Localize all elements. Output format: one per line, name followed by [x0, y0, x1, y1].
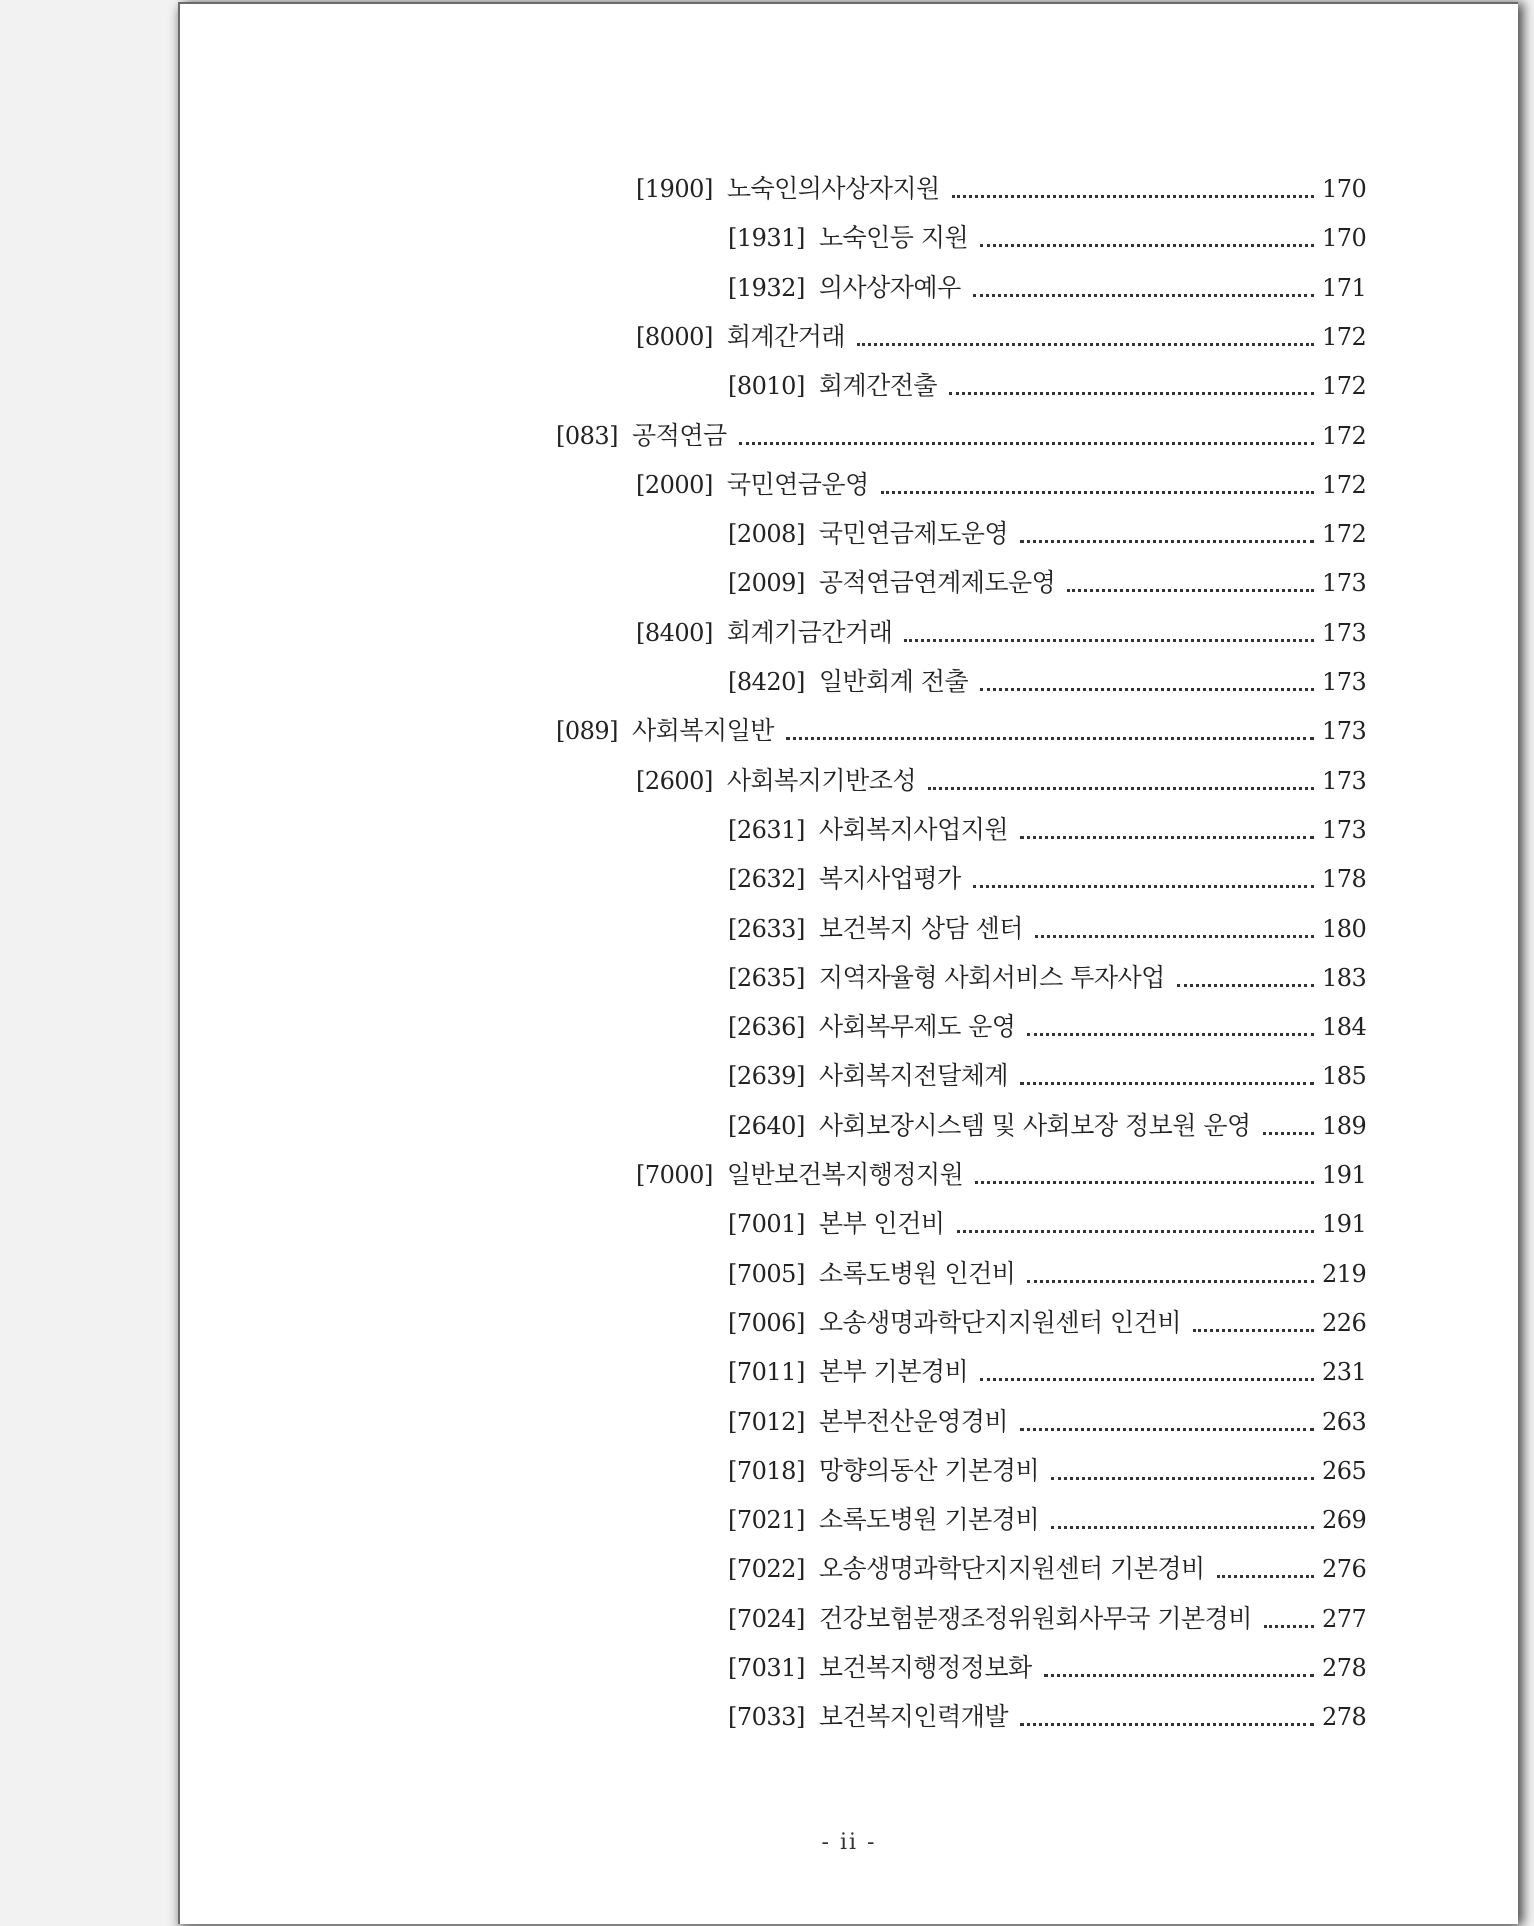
toc-entry	[728, 657, 1367, 697]
toc-entry	[728, 263, 1367, 303]
toc-entry	[728, 1249, 1367, 1289]
toc-entry	[728, 1199, 1367, 1239]
toc-entry-title: 일반보건복지행정지원	[726, 1160, 964, 1189]
dot-leader	[786, 733, 1314, 740]
dot-leader	[1177, 980, 1314, 987]
toc-entry-page: 172	[1322, 520, 1367, 549]
toc-entry-code: [8400]	[636, 618, 713, 647]
toc-entry	[728, 805, 1367, 845]
toc-entry-title: 소록도병원 인건비	[818, 1258, 1016, 1288]
dot-leader	[1020, 536, 1314, 543]
toc-entry-page: 172	[1322, 470, 1367, 499]
toc-entry	[728, 1544, 1367, 1584]
toc-entry-title: 지역자율형 사회서비스 투자사업	[818, 962, 1165, 992]
toc-entry	[728, 1347, 1367, 1387]
dot-leader	[975, 1177, 1314, 1184]
toc-entry	[728, 1692, 1367, 1732]
toc-entry-title: 회계간거래	[726, 321, 846, 351]
toc-entry-title: 일반회계 전출	[818, 667, 969, 696]
dot-leader	[980, 1374, 1314, 1381]
toc-entry	[728, 1101, 1367, 1141]
toc-entry-page: 173	[1322, 717, 1367, 746]
toc-entry-code: [2632]	[728, 865, 805, 894]
toc-entry	[556, 411, 1367, 451]
toc-entry-title: 본부 기본경비	[818, 1357, 969, 1387]
toc-entry-title: 사회복지일반	[632, 716, 774, 746]
dot-leader	[857, 339, 1314, 346]
toc-entry-page: 172	[1322, 372, 1367, 401]
toc-entry-title: 본부전산운영경비	[818, 1406, 1009, 1436]
toc-entry-title: 건강보험분쟁조정위원회사무국 기본경비	[818, 1603, 1252, 1633]
toc-entry-title: 사회복지사업지원	[818, 814, 1009, 844]
toc-entry	[636, 608, 1367, 648]
toc-entry-page: 276	[1322, 1555, 1367, 1584]
toc-entry-code: [2600]	[636, 766, 713, 795]
dot-leader	[952, 191, 1314, 198]
toc-entry	[728, 1002, 1367, 1042]
toc-entry	[728, 1298, 1367, 1338]
dot-leader	[1020, 1078, 1314, 1085]
toc-entry-title: 보건복지행정정보화	[818, 1653, 1032, 1682]
toc-entry	[728, 509, 1367, 549]
toc-entry-code: [7006]	[728, 1308, 805, 1337]
toc-entry-code: [2631]	[728, 815, 805, 844]
dot-leader	[980, 240, 1314, 247]
toc-entry-code: [7000]	[636, 1161, 713, 1189]
dot-leader	[1027, 1029, 1314, 1036]
toc-entry-page: 183	[1322, 963, 1367, 992]
toc-entry-code: [7024]	[728, 1604, 805, 1633]
toc-entry-page: 170	[1322, 224, 1367, 253]
toc-entry-code: [2008]	[728, 520, 805, 549]
toc-entry-code: [1900]	[636, 175, 713, 203]
toc-entry	[636, 1150, 1367, 1190]
dot-leader	[1020, 1719, 1314, 1726]
toc-entry-page: 178	[1322, 865, 1367, 894]
toc-entry	[636, 756, 1367, 796]
toc-entry	[636, 460, 1367, 500]
toc-entry-code: [7022]	[728, 1555, 805, 1584]
toc-entry-title: 국민연금제도운영	[818, 519, 1009, 549]
toc-entry-title: 공적연금	[632, 420, 727, 450]
toc-entry-page: 189	[1322, 1111, 1367, 1140]
toc-entry-title: 사회복지기반조성	[726, 765, 917, 795]
toc-entry-code: [7011]	[728, 1358, 805, 1387]
toc-entry	[728, 1397, 1367, 1437]
toc-entry	[728, 904, 1367, 944]
toc-entry-page: 173	[1322, 815, 1367, 844]
dot-leader	[928, 783, 1314, 790]
toc-entry-page: 278	[1322, 1703, 1367, 1732]
toc-entry-code: [7021]	[728, 1506, 805, 1535]
toc-entry-title: 망향의동산 기본경비	[818, 1455, 1040, 1485]
toc-entry-title: 보건복지인력개발	[818, 1702, 1009, 1732]
dot-leader	[1035, 931, 1314, 938]
toc-entry-code: [1932]	[728, 273, 805, 302]
toc-entry-title: 복지사업평가	[818, 864, 961, 894]
page-number-footer: - ii -	[821, 1830, 877, 1855]
dot-leader	[957, 1226, 1314, 1233]
toc-entry-page: 277	[1322, 1604, 1367, 1633]
toc-entry-title: 사회복지전달체계	[818, 1061, 1009, 1091]
toc-entry-code: [083]	[556, 421, 619, 450]
dot-leader	[739, 438, 1314, 445]
toc-entry	[556, 706, 1367, 746]
toc-entry	[728, 213, 1367, 253]
toc-entry-title: 소록도병원 기본경비	[818, 1505, 1040, 1535]
toc-entry-page: 278	[1322, 1654, 1367, 1682]
toc-entry-code: [8420]	[728, 668, 805, 696]
dot-leader	[1263, 1128, 1314, 1135]
dot-leader	[973, 881, 1314, 888]
toc-entry	[728, 854, 1367, 894]
toc-entry-title: 회계간전출	[818, 371, 938, 401]
toc-entry-title: 사회보장시스템 및 사회보장 정보원 운영	[818, 1110, 1251, 1140]
toc-entry-page: 171	[1322, 273, 1367, 302]
toc-entry-code: [1931]	[728, 224, 805, 253]
toc-entry-page: 173	[1322, 618, 1367, 647]
toc-entry-code: [7012]	[728, 1407, 805, 1436]
toc-entry	[728, 1594, 1367, 1634]
toc-entry-title: 국민연금운영	[726, 469, 869, 499]
dot-leader	[1020, 832, 1314, 839]
dot-leader	[881, 487, 1314, 494]
toc-entry-page: 269	[1322, 1506, 1367, 1535]
toc-entry-page: 180	[1322, 914, 1367, 943]
toc-entry-page: 191	[1322, 1161, 1367, 1189]
toc-entry	[728, 1495, 1367, 1535]
dot-leader	[904, 635, 1314, 642]
toc-entry	[636, 164, 1367, 204]
toc-entry	[636, 312, 1367, 352]
toc-entry-title: 보건복지 상담 센터	[818, 913, 1023, 943]
toc-entry-page: 191	[1322, 1210, 1367, 1239]
toc-entry-page: 265	[1322, 1456, 1367, 1485]
toc-entry-code: [2000]	[636, 470, 713, 499]
toc-entry-title: 공적연금연계제도운영	[818, 568, 1056, 598]
dot-leader	[1020, 1424, 1314, 1431]
toc-entry	[728, 1643, 1367, 1683]
toc-entry-code: [7031]	[728, 1654, 805, 1682]
toc-entry-code: [2635]	[728, 963, 805, 992]
toc-entry-page: 185	[1322, 1062, 1367, 1091]
dot-leader	[1051, 1473, 1314, 1480]
toc-entry-page: 172	[1322, 322, 1367, 351]
toc-entry-code: [089]	[556, 717, 619, 746]
toc-entry-page: 170	[1322, 175, 1367, 203]
toc-entry-page: 231	[1322, 1358, 1367, 1387]
toc-entry	[728, 361, 1367, 401]
dot-leader	[1217, 1571, 1314, 1578]
dot-leader	[949, 388, 1314, 395]
toc-entry-page: 263	[1322, 1407, 1367, 1436]
dot-leader	[1044, 1670, 1314, 1677]
dot-leader	[1027, 1276, 1314, 1283]
toc-entry-page: 219	[1322, 1259, 1367, 1288]
toc-entry-code: [2639]	[728, 1062, 805, 1091]
dot-leader	[973, 290, 1314, 297]
toc-entry-title: 오송생명과학단지지원센터 인건비	[818, 1307, 1182, 1337]
document-page	[178, 2, 1518, 1924]
toc-entry-code: [2633]	[728, 914, 805, 943]
toc-entry-page: 184	[1322, 1013, 1367, 1042]
dot-leader	[1067, 585, 1314, 592]
toc-entry	[728, 558, 1367, 598]
dot-leader	[1051, 1522, 1314, 1529]
dot-leader	[1193, 1325, 1314, 1332]
dot-leader	[1264, 1621, 1314, 1628]
toc-entry-code: [7001]	[728, 1210, 805, 1239]
toc-entry-title: 노숙인의사상자지원	[726, 174, 940, 203]
toc-entry-page: 173	[1322, 668, 1367, 696]
toc-entry-title: 의사상자예우	[818, 272, 961, 302]
toc-entry	[728, 953, 1367, 993]
toc-entry	[728, 1051, 1367, 1091]
toc-entry-page: 173	[1322, 569, 1367, 598]
toc-entry	[728, 1446, 1367, 1486]
toc-entry-title: 오송생명과학단지지원센터 기본경비	[818, 1554, 1205, 1584]
dot-leader	[980, 684, 1314, 691]
toc-entry-code: [7033]	[728, 1703, 805, 1732]
toc-entry-code: [8010]	[728, 372, 805, 401]
toc-entry-page: 172	[1322, 421, 1367, 450]
toc-entry-page: 226	[1322, 1308, 1367, 1337]
toc-entry-code: [7005]	[728, 1259, 805, 1288]
toc-entry-title: 노숙인등 지원	[818, 223, 969, 253]
toc-entry-code: [7018]	[728, 1456, 805, 1485]
toc-entry-title: 사회복무제도 운영	[818, 1012, 1016, 1042]
toc-entry-title: 회계기금간거래	[726, 617, 893, 647]
toc-entry-code: [2636]	[728, 1013, 805, 1042]
toc-entry-page: 173	[1322, 766, 1367, 795]
toc-entry-title: 본부 인건비	[818, 1209, 945, 1239]
toc-entry-code: [2009]	[728, 569, 805, 598]
toc-entry-code: [8000]	[636, 322, 713, 351]
toc-entry-code: [2640]	[728, 1111, 805, 1140]
